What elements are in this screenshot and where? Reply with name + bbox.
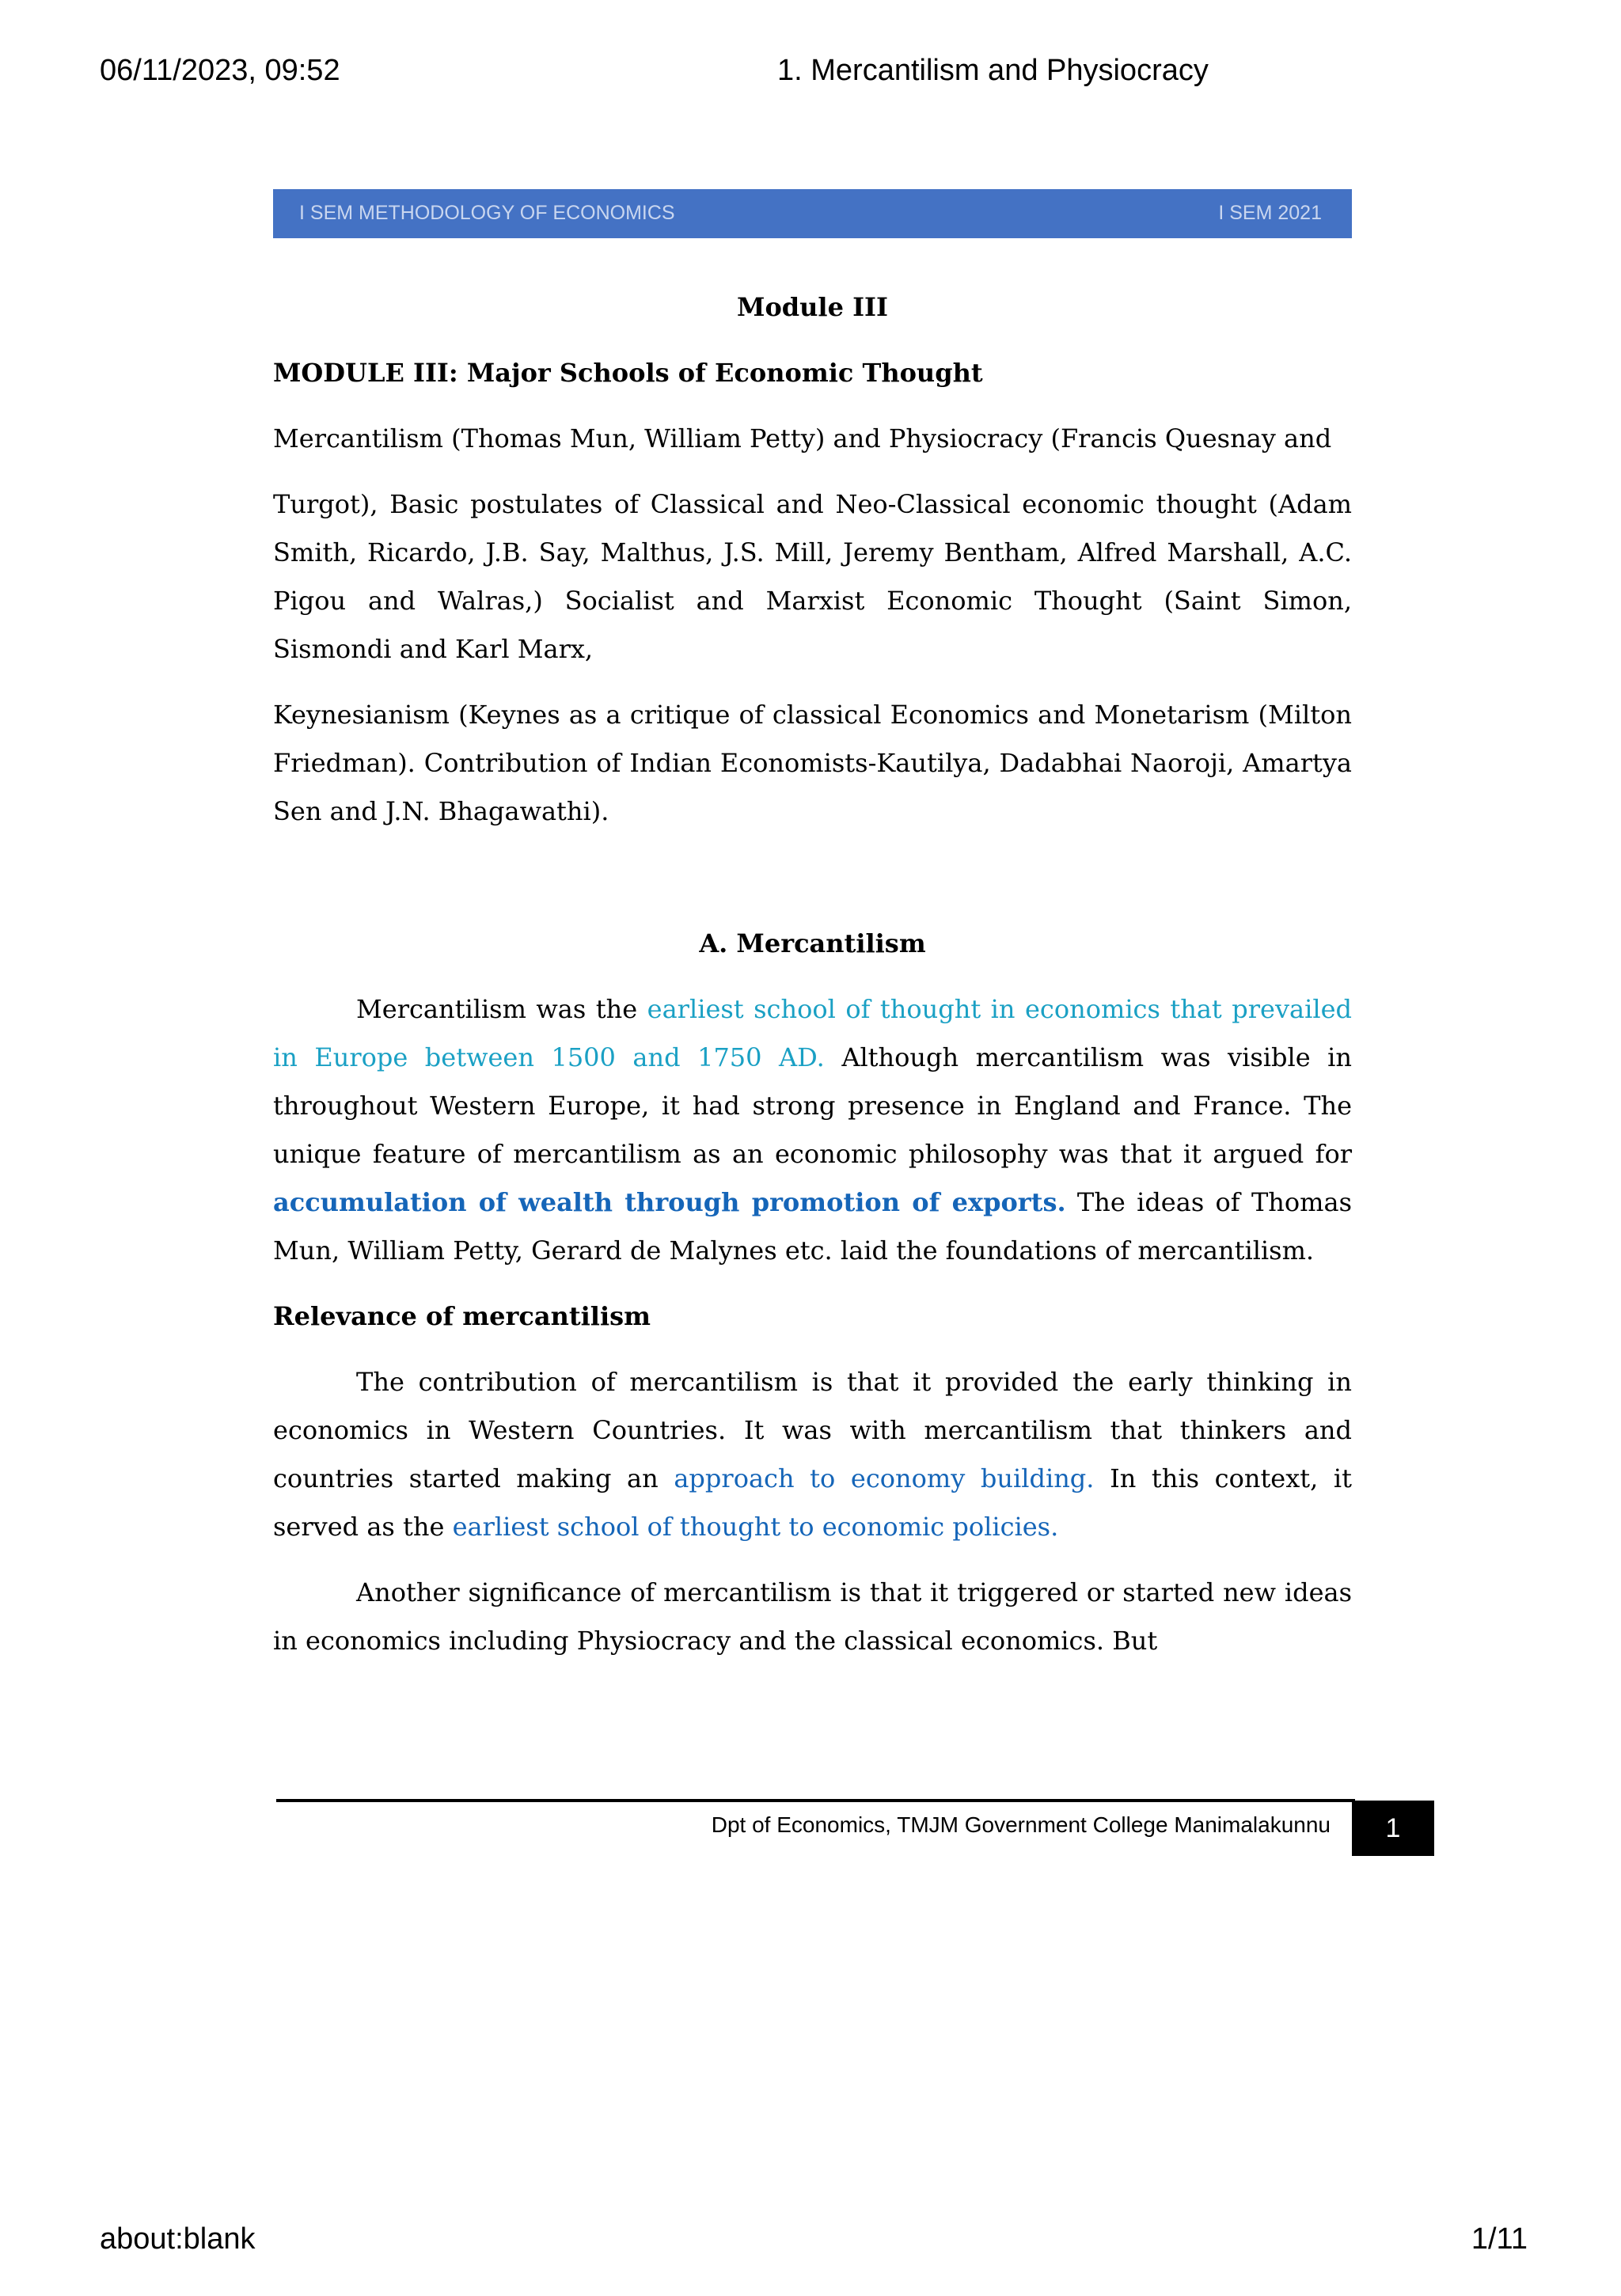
highlight-accumulation: accumulation of wealth through promotion of exports. — [273, 1187, 1066, 1217]
module-title: Module III — [737, 292, 888, 322]
page-number: 1 — [1385, 1812, 1401, 1843]
syllabus-paragraph-1: Mercantilism (Thomas Mun, William Petty) and Physiocracy (Francis Quesnay and — [273, 423, 1332, 454]
band-semester-label: I SEM 2021 — [1218, 202, 1322, 224]
footer-divider — [276, 1799, 1355, 1802]
print-datetime: 06/11/2023, 09:52 — [100, 54, 340, 87]
text-run: The contribution of mercantilism is that it provided the early thinking in economics in Western Countries. It was with mercantilism that thinkers and countries started making an — [273, 1367, 1352, 1493]
relevance-paragraph-1 — [273, 1358, 1352, 1551]
relevance-heading: Relevance of mercantilism — [273, 1301, 651, 1331]
document-header-band — [273, 189, 1352, 238]
print-footer — [0, 2222, 1621, 2262]
text-run: Although mercantilism was visible in throughout Western Europe, it had strong presence in England and France. The unique feature of mercantilism as an economic philosophy was that it argued for — [273, 1042, 1353, 1169]
print-header — [0, 54, 1621, 93]
mercantilism-paragraph — [273, 985, 1352, 1275]
syllabus-paragraph-3: Keynesianism (Keynes as a critique of classical Economics and Monetarism (Milton Friedman). Contribution of Indian Economists-Kautilya, Dadabhai Naoroji, Amartya Sen and J.N. Bhagawathi). — [273, 700, 1352, 826]
print-title: 1. Mercantilism and Physiocracy — [777, 54, 1209, 87]
page-number-box — [1352, 1801, 1434, 1856]
text-run: Mercantilism was the — [356, 994, 647, 1024]
text-run: The ideas of Thomas Mun, William Petty, Gerard de Malynes etc. laid the foundations of mercantilism. — [273, 1187, 1353, 1266]
text-run: In this context, it served as the — [273, 1463, 1353, 1542]
section-title-mercantilism: A. Mercantilism — [699, 928, 926, 958]
syllabus-paragraph-2: Turgot), Basic postulates of Classical and Neo-Classical economic thought (Adam Smith, Ricardo, J.B. Say, Malthus, J.S. Mill, Jeremy Bentham, Alfred Marshall, A.C. Pigou and Walras,) Socialist and Marxist Economic Thought (Saint Simon, Sismondi and Karl Marx, — [273, 489, 1352, 664]
print-page-count: 1/11 — [1471, 2222, 1528, 2256]
document-body — [273, 283, 1352, 1683]
department-footer: Dpt of Economics, TMJM Government College Manimalakunnu — [711, 1812, 1331, 1837]
section-spacer — [273, 853, 1352, 920]
highlight-economic-policies: earliest school of thought to economic policies. — [452, 1512, 1059, 1542]
module-heading: MODULE III: Major Schools of Economic Thought — [273, 358, 983, 388]
highlight-economy-building: approach to economy building. — [674, 1463, 1095, 1493]
highlight-earliest-school: earliest school of thought in economics that prevailed in Europe between 1500 and 1750 AD. — [273, 994, 1353, 1072]
band-course-label: I SEM METHODOLOGY OF ECONOMICS — [299, 202, 675, 224]
print-url: about:blank — [100, 2222, 256, 2256]
relevance-paragraph-2: Another significance of mercantilism is that it triggered or started new ideas in economics including Physiocracy and the classical economics. But — [273, 1577, 1352, 1656]
